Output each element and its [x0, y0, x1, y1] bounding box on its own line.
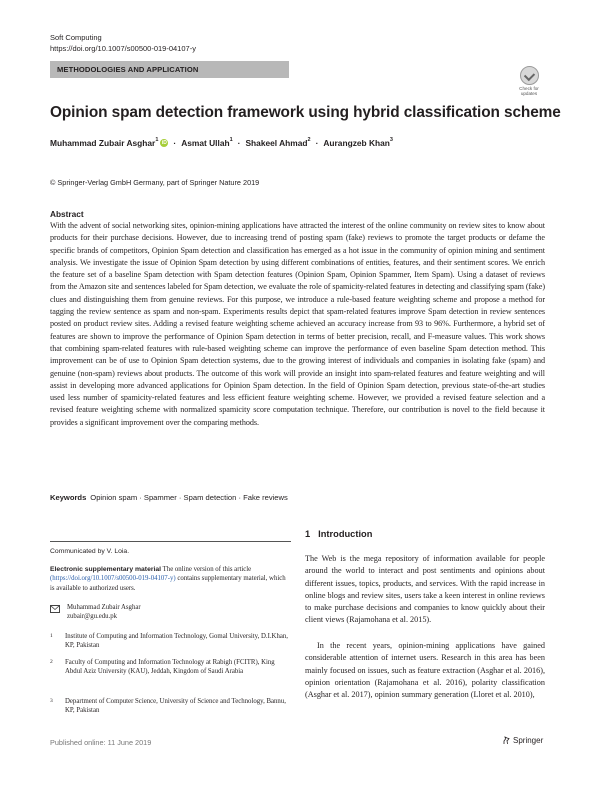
paper-title: Opinion spam detection framework using hybrid classification scheme — [50, 104, 561, 121]
affiliation-3: 3 Department of Computer Science, University of Science and Technology, Bannu, KP, Pakistan — [50, 698, 286, 715]
abstract-text: With the advent of social networking sites, opinion-mining applications have attracted the interest of the online community on review sites to know about products for their purchase decisions. However, due to increasing trend of posting spam (fake) reviews to promote the target products or defame the specific brands of competitors, Opinion Spam detection and classification has emerged as a hot issue in the community of opinion mining and sentiment analysis. We investigate the issue of Opinion Spam detection by using different combinations of entities, features, and their sentiment scores. We enrich the feature set of a baseline Spam detection with Spam detection features (Opinion Spam, Opinion Spammer, Item Spam). Using a dataset of reviews from the Amazon site and sentences labeled for Spam detection, we evaluate the role of spamicity-related features in detecting and classifying spam (fake) clues and distinguishing them from genuine reviews. For this purpose, we introduce a rule-based feature weighting scheme and propose a method for tagging the review sentence as spam and non-spam. Experiments results depict that spam-related features improve Spam detection in review sentences posted on product review sites. Adding a revised feature weighting scheme achieved an accuracy increase from 93 to 96%. Furthermore, a hybrid set of features are shown to improve the performance of Opinion Spam detection in terms of better precision, recall, and F-measure values. This work shows that combining spam-related features with rule-based weighting scheme can improve the performance of even baseline Spam detection method. This improvement can be of use to Opinion Spam detection systems, due to the growing interest of individuals and companies in isolating fake (spam) and genuine (non-spam) reviews about products. The outcome of this work will provide an insight into spam-related features and feature weighting and will assist in developing more advanced applications for Opinion Spam detection. In the field of Opinion Spam detection, previous state-of-the-art studies used less number of spamicity-related features and less efficient feature weighting scheme. However, we provided a revised feature selection and a revised feature weighting scheme with normalized spamicity score computation technique. Therefore, our contribution is novel to the field because it provides a significant improvement over the comparing methods. — [50, 221, 545, 427]
author-1[interactable]: Muhammad Zubair Asghar$^1$ — [50, 137, 159, 148]
copyright-notice: © Springer-Verlag GmbH Germany, part of Springer Nature 2019 — [50, 178, 260, 187]
keywords — [50, 493, 288, 502]
check-for-updates-badge[interactable] — [512, 66, 546, 96]
orcid-icon[interactable]: iD — [161, 140, 167, 146]
author-separator: · — [315, 138, 319, 148]
journal-name: Soft Computing — [50, 33, 102, 42]
affiliation-1: 1 Institute of Computing and Information Technology, Gomal University, D.I.Khan, KP, Pakistan — [50, 633, 288, 650]
footnote-divider — [50, 541, 291, 542]
doi-link[interactable]: https://doi.org/10.1007/s00500-019-04107-y — [50, 43, 196, 53]
section-label: METHODOLOGIES AND APPLICATION — [57, 65, 199, 74]
author-list — [50, 138, 393, 148]
keywords-label: Keywords — [50, 493, 87, 502]
corresponding-author — [50, 603, 290, 622]
author-4[interactable]: Aurangzeb Khan$^3$ — [323, 137, 393, 148]
electronic-supplementary-note: Electronic supplementary material The online version of this article (https://doi.org/10.1007/s00500-019-04107-y) contains supplementary material, which is available to authorized users. — [50, 566, 286, 592]
esm-label: Electronic supplementary material — [50, 566, 162, 573]
author-3[interactable]: Shakeel Ahmad$^2$ — [245, 137, 311, 148]
published-online: Published online: 11 June 2019 — [50, 738, 152, 747]
mail-icon[interactable] — [50, 605, 60, 613]
publisher-name: Springer — [513, 736, 544, 745]
esm-link[interactable]: (https://doi.org/10.1007/s00500-019-04107-y) — [50, 575, 176, 583]
check-for-updates-label: Check for updates — [519, 86, 539, 96]
author-separator: · — [237, 138, 241, 148]
affiliation-2: 2 Faculty of Computing and Information Technology at Rabigh (FCITR), King Abdul Aziz University (KAU), Jeddah, Kingdom of Saudi Arabia — [50, 659, 275, 676]
abstract-heading: Abstract — [50, 209, 84, 219]
keywords-list: Opinion spam · Spammer · Spam detection · Fake reviews — [90, 493, 288, 502]
author-2[interactable]: Asmat Ullah$^1$ — [181, 137, 233, 148]
check-for-updates-icon — [520, 66, 539, 85]
introduction-paragraph-1: The Web is the mega repository of information available for people around the world to interact and post sentiments and opinions about different issues, topics, products, and services. With the rapid increase in online blogs and review sites, users take a keen interest in online reviews to make purchase decisions and companies to know quickly about their client views (Rajamohana et al. 2015). — [305, 554, 545, 625]
section-banner — [50, 61, 289, 78]
corresponding-name: Muhammad Zubair Asghar — [67, 604, 141, 611]
publisher-logo — [503, 736, 543, 745]
communicated-by: Communicated by V. Loia. — [50, 548, 130, 555]
introduction-heading — [305, 529, 372, 539]
author-separator: · — [173, 138, 177, 148]
journal-header — [50, 33, 196, 54]
springer-horse-icon — [503, 736, 510, 745]
section-title: Introduction — [318, 529, 373, 539]
introduction-paragraph-2: In the recent years, opinion-mining applications have gained considerable attention of internet users. Research in this area has been mainly focused on issues, such as feature extraction (Asghar et al. 2016), opinion orientation (Rajamohana et al. 2016), polarity classification (Asghar et al. 2017), opinion summary generation (Lloret et al. 2010), — [305, 641, 545, 700]
section-number: 1 — [305, 529, 311, 539]
corresponding-email[interactable]: zubair@gu.edu.pk — [67, 613, 118, 621]
